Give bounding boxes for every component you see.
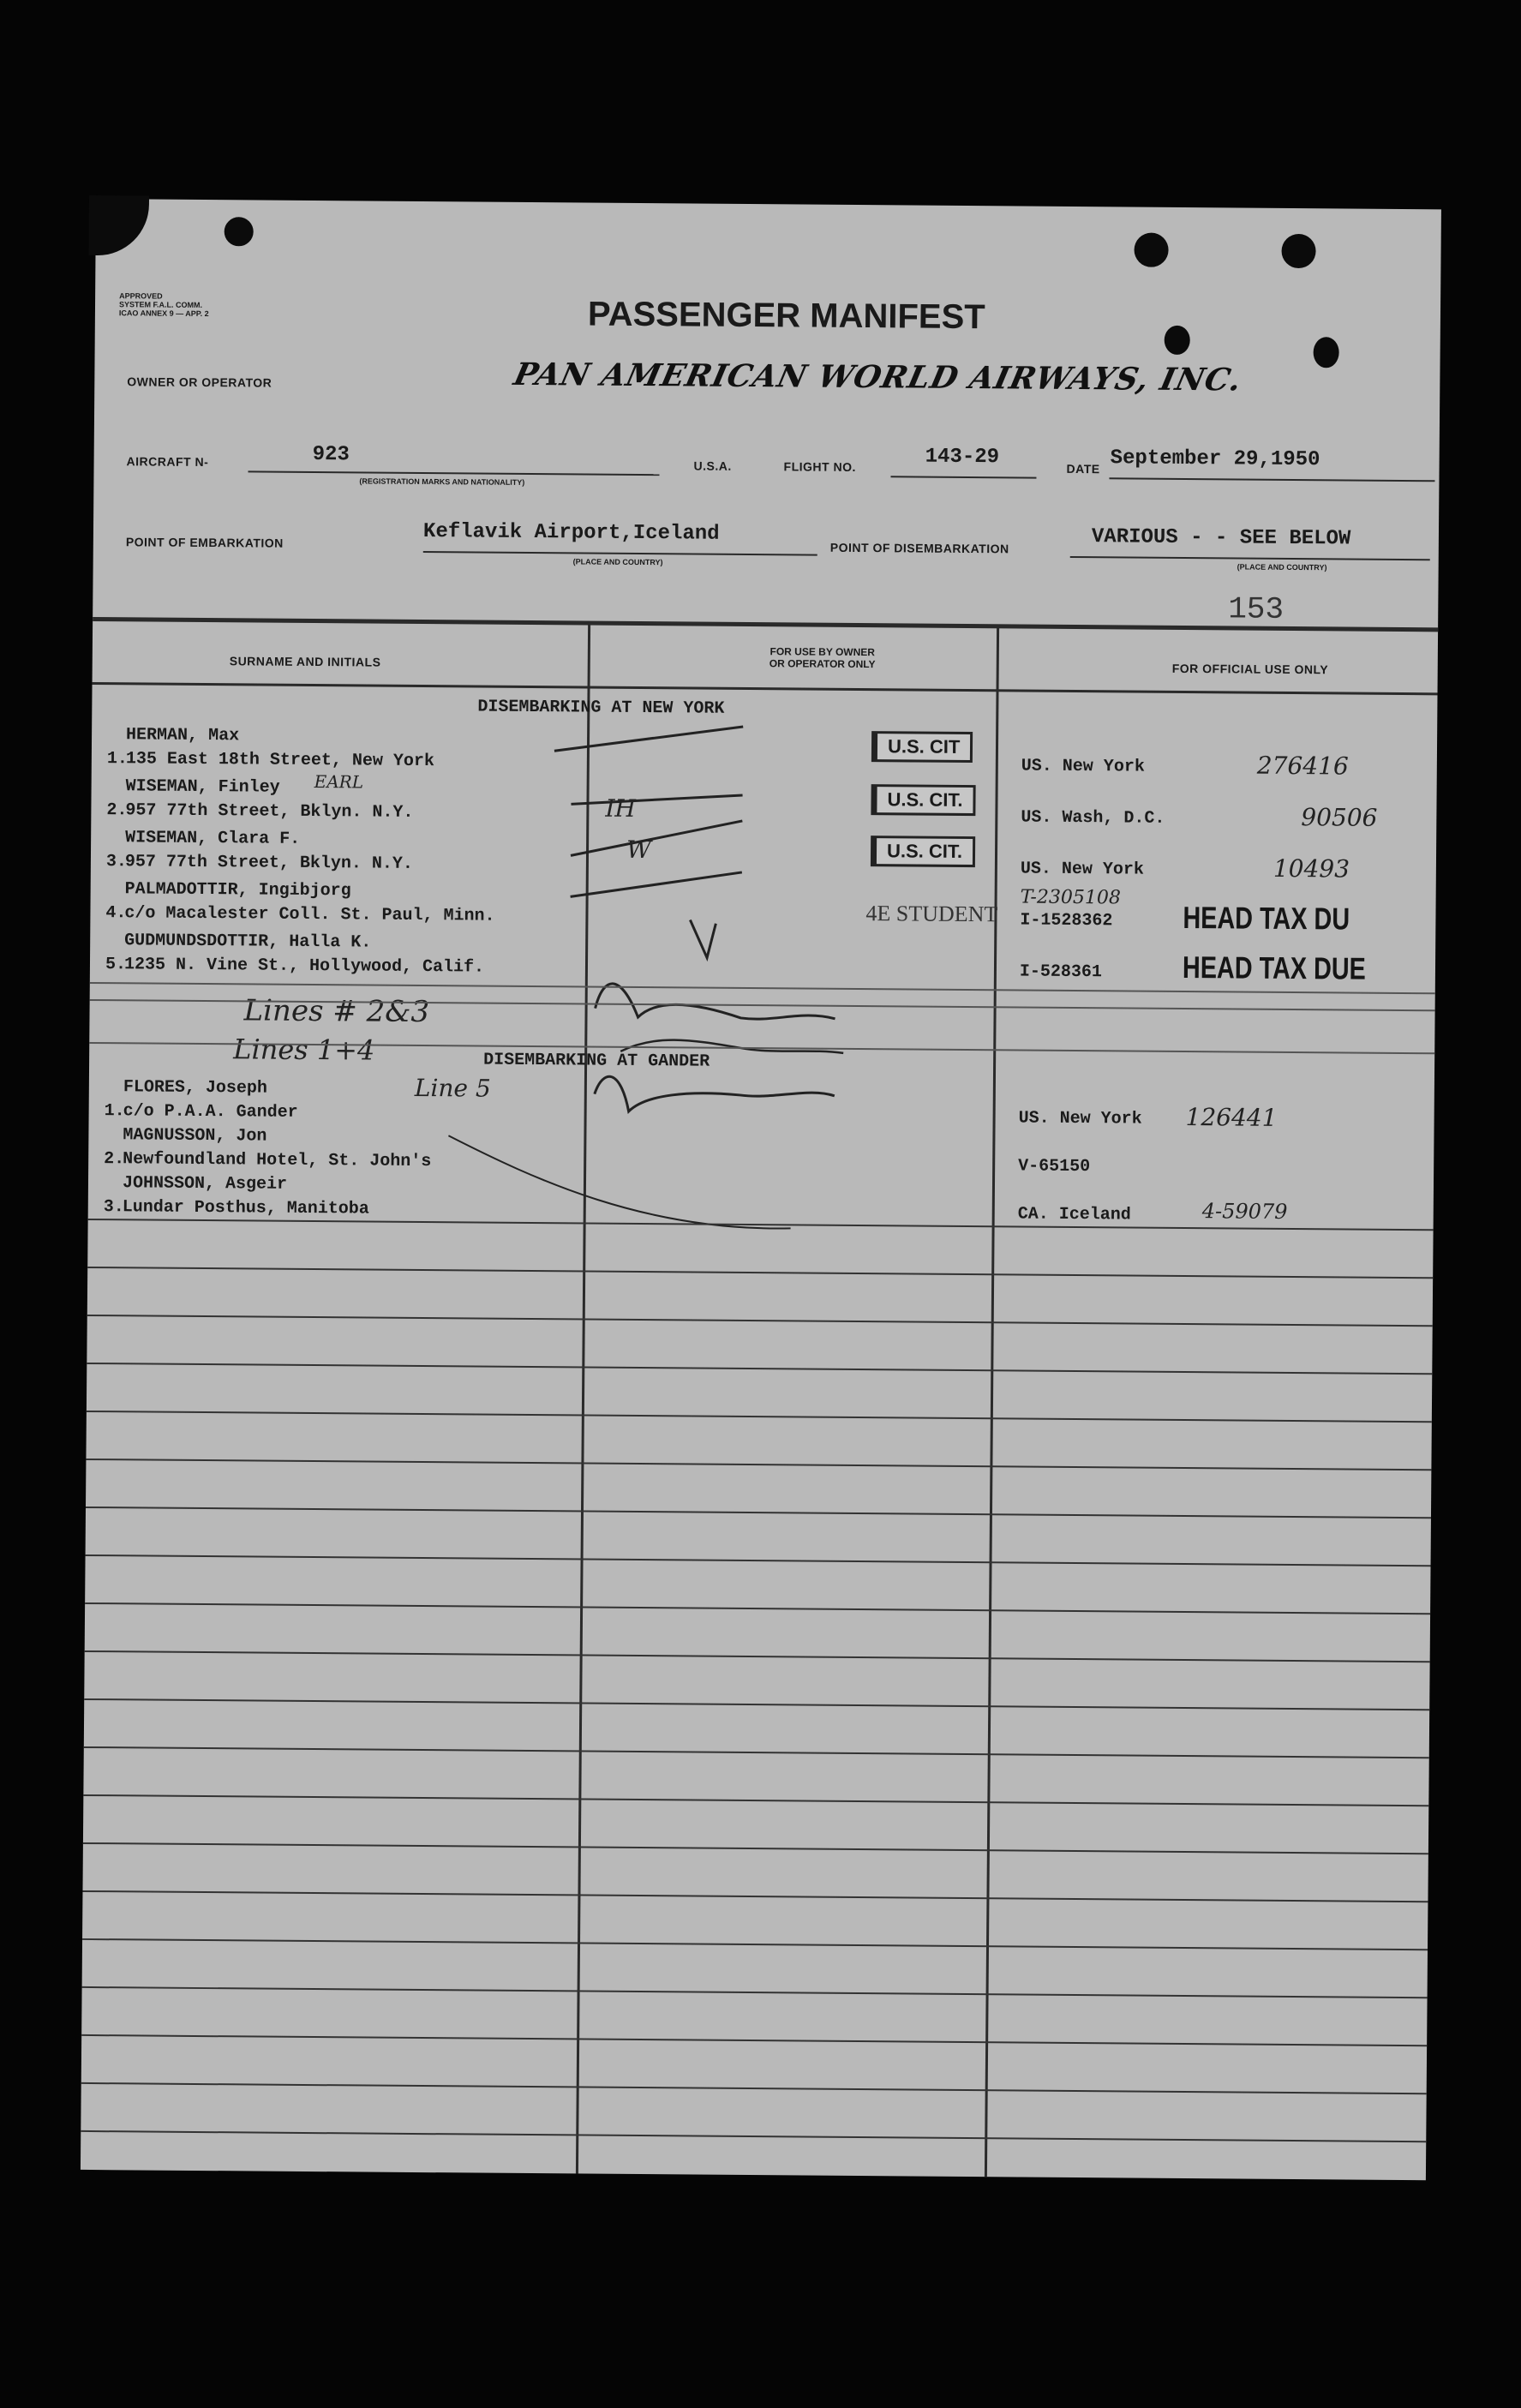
signature-marks (88, 199, 1441, 1237)
official-entry: US. New York (1020, 859, 1145, 880)
ruled-line (82, 1986, 1428, 1998)
row-number: 1. (106, 749, 128, 770)
passenger-name: WISEMAN, Clara F. (125, 828, 301, 849)
col-header-owner-use-line: FOR USE BY OWNER (769, 645, 876, 659)
passenger-address: c/o P.A.A. Gander (123, 1101, 298, 1123)
form-code-line: APPROVED (119, 291, 163, 301)
official-handwritten: 4-59079 (1201, 1199, 1288, 1224)
student-stamp: 4E STUDENT (865, 901, 998, 927)
passenger-address: 957 77th Street, Bklyn. N.Y. (125, 800, 414, 823)
official-handwritten: 126441 (1185, 1103, 1278, 1132)
ruled-line (85, 1650, 1430, 1662)
page-number: 153 (1228, 591, 1284, 627)
date-label: DATE (1066, 461, 1100, 476)
signature-stroke (554, 725, 743, 752)
signature-stroke (690, 919, 716, 957)
signature-stroke (571, 794, 742, 806)
official-entry: CA. Iceland (1017, 1204, 1131, 1225)
official-handwritten: 276416 (1256, 751, 1349, 781)
handwritten-lines-note: Lines 1+4 (233, 1033, 375, 1067)
ruled-line (87, 1411, 1432, 1423)
official-entry: US. New York (1021, 756, 1145, 777)
passenger-name: HERMAN, Max (125, 725, 240, 746)
official-handwritten: 90506 (1301, 803, 1378, 832)
passenger-name: JOHNSSON, Asgeir (122, 1173, 288, 1195)
aircraft-label: AIRCRAFT N- (126, 454, 209, 470)
form-code-line: ICAO ANNEX 9 — APP. 2 (118, 308, 209, 319)
ruled-line (84, 1698, 1429, 1710)
owner-logo: PAN AMERICAN WORLD AIRWAYS, INC. (510, 356, 1246, 398)
date-value: September 29,1950 (1110, 446, 1320, 472)
passenger-address: 957 77th Street, Bklyn. N.Y. (124, 852, 414, 874)
passenger-name: FLORES, Joseph (123, 1077, 267, 1099)
ruled-line (87, 1267, 1433, 1279)
col-header-official: FOR OFFICIAL USE ONLY (1171, 661, 1329, 677)
page-title: PASSENGER MANIFEST (587, 295, 985, 337)
row-number: 5. (105, 955, 127, 975)
col-header-owner-use-line: OR OPERATOR ONLY (769, 657, 876, 671)
passenger-name: WISEMAN, Finley (125, 776, 280, 798)
owner-label: OWNER OR OPERATOR (127, 374, 272, 390)
ruled-line (87, 1315, 1433, 1327)
disembark-label: POINT OF DISEMBARKATION (829, 540, 1009, 556)
citizenship-stamp: U.S. CIT (871, 731, 973, 763)
nationality-value: U.S.A. (693, 458, 732, 473)
row-number: 1. (104, 1101, 125, 1122)
manifest-sheet (81, 199, 1441, 2180)
row-number: 2. (104, 1149, 125, 1170)
signature-stroke (595, 1076, 835, 1113)
handwritten-lines-note: Line 5 (414, 1073, 491, 1103)
ruled-line (83, 1794, 1428, 1806)
aircraft-sublabel: (REGISTRATION MARKS AND NATIONALITY) (359, 476, 525, 487)
row-number: 3. (105, 852, 128, 872)
passenger-name: GUDMUNDSDOTTIR, Halla K. (124, 931, 372, 953)
embark-label: POINT OF EMBARKATION (125, 535, 284, 550)
embark-value: Keflavik Airport,Iceland (422, 520, 720, 546)
passenger-address: Lundar Posthus, Manitoba (122, 1197, 369, 1219)
col-header-surname: SURNAME AND INITIALS (229, 654, 381, 669)
passenger-address: Newfoundland Hotel, St. John's (123, 1149, 432, 1172)
official-entry: US. Wash, D.C. (1021, 807, 1165, 829)
official-entry: V-65150 (1018, 1156, 1091, 1177)
official-entry: I-528361 (1019, 961, 1103, 983)
official-handwritten: T-2305108 (1020, 886, 1121, 909)
section-heading-new-york: DISEMBARKING AT NEW YORK (477, 697, 725, 719)
ruled-line (83, 1842, 1428, 1854)
row-number: 3. (103, 1197, 124, 1218)
ruled-line (81, 2130, 1426, 2142)
disembark-sublabel: (PLACE AND COUNTRY) (1237, 562, 1327, 572)
form-code-line: SYSTEM F.A.L. COMM. (118, 300, 203, 309)
passenger-name: MAGNUSSON, Jon (123, 1125, 267, 1147)
ruled-line (81, 2082, 1427, 2094)
disembark-value: VARIOUS - - SEE BELOW (1091, 525, 1351, 551)
signature-stroke (448, 1135, 792, 1228)
ruled-line (85, 1602, 1430, 1614)
citizenship-stamp: U.S. CIT. (871, 784, 975, 816)
ruled-line (87, 1363, 1432, 1375)
signature-stroke (571, 871, 742, 898)
ruled-line (81, 2034, 1427, 2046)
citizenship-stamp: U.S. CIT. (871, 836, 975, 867)
passenger-address: c/o Macalester Coll. St. Paul, Minn. (124, 903, 495, 926)
official-handwritten: 10493 (1272, 854, 1350, 884)
name-correction: EARL (314, 771, 364, 793)
handwritten-lines-note: Lines # 2&3 (243, 993, 430, 1030)
passenger-name: PALMADOTTIR, Ingibjorg (124, 879, 351, 902)
aircraft-value: 923 (312, 442, 350, 467)
head-tax-stamp: HEAD TAX DU (1183, 899, 1350, 937)
flight-value: 143-29 (925, 445, 1000, 470)
passenger-address: 1235 N. Vine St., Hollywood, Calif. (123, 955, 485, 978)
ruled-line (82, 1890, 1428, 1902)
passenger-address: 135 East 18th Street, New York (125, 749, 435, 772)
ruled-line (86, 1554, 1431, 1566)
handwritten-initial: IH (605, 794, 637, 823)
ruled-line (82, 1938, 1428, 1950)
signature-stroke (571, 819, 742, 857)
embark-sublabel: (PLACE AND COUNTRY) (572, 557, 663, 567)
row-number: 4. (105, 903, 127, 924)
row-number: 2. (106, 800, 128, 821)
official-entry: US. New York (1018, 1108, 1142, 1129)
ruled-line (84, 1746, 1429, 1758)
flight-label: FLIGHT NO. (783, 459, 856, 474)
head-tax-stamp: HEAD TAX DUE (1182, 949, 1367, 986)
handwritten-initial: W (626, 835, 651, 865)
official-entry: I-1528362 (1020, 910, 1113, 931)
ruled-line (86, 1459, 1431, 1471)
ruled-line (86, 1506, 1431, 1518)
section-heading-gander: DISEMBARKING AT GANDER (483, 1050, 710, 1072)
